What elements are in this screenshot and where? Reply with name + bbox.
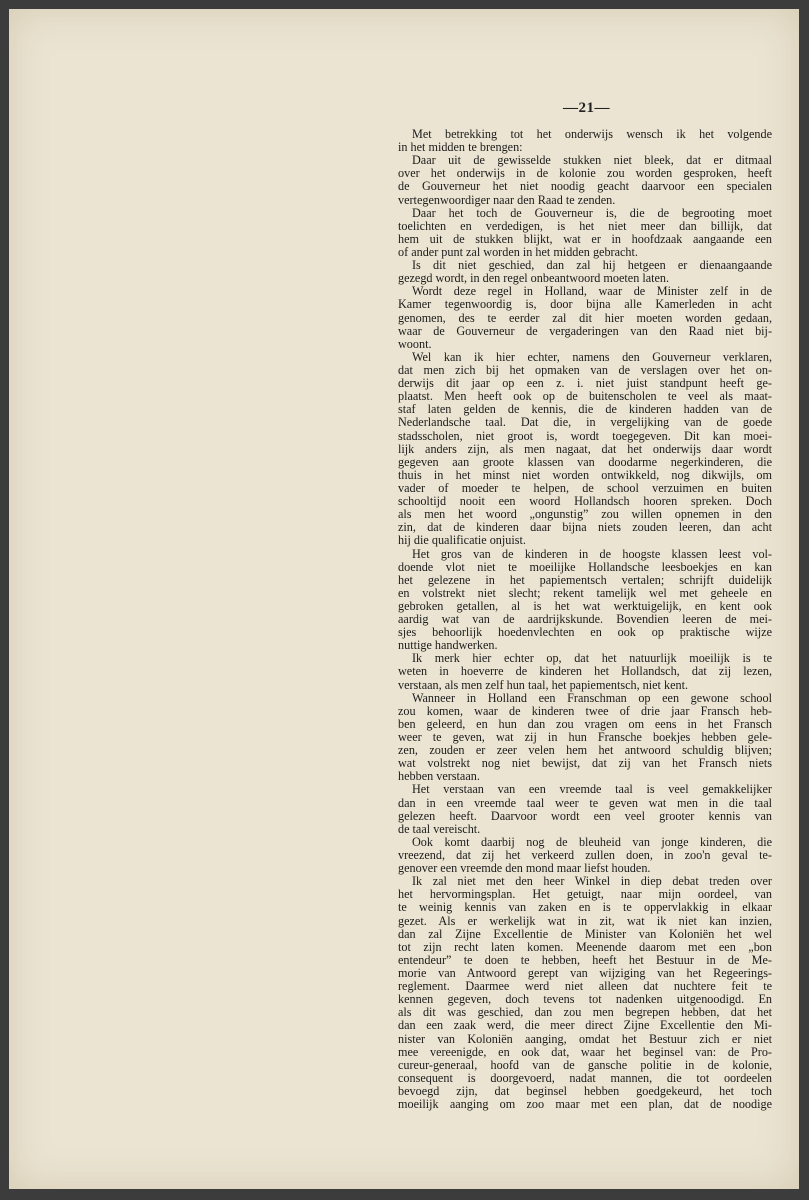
text-line: Wel kan ik hier echter, namens den Gouverneur verklaren, <box>412 349 772 364</box>
text-line: toelichten en verdedigen, is het niet meer dan billijk, dat <box>398 218 772 233</box>
text-line: nuttige handwerken. <box>398 638 498 653</box>
text-line: als men het woord „ongunstig” zou willen opnemen in den <box>398 507 772 522</box>
text-line: weten in hoeverre de kinderen het Hollandsch, dat zij lezen, <box>398 664 772 679</box>
text-line: stadsscholen, niet groot is, wordt toegegeven. Dit kan moei- <box>398 428 772 443</box>
text-line: consequent is doorgevoerd, nadat mannen, die tot oordeelen <box>398 1070 772 1085</box>
text-line: Is dit niet geschied, dan zal hij hetgeen er dienaangaande <box>412 258 772 273</box>
page-number: —21— <box>563 100 610 116</box>
text-line: Ik merk hier echter op, dat het natuurlijk moeilijk is te <box>412 651 772 666</box>
text-line: gebroken getallen, al is het wat werktuigelijk, en kent ook <box>398 598 772 613</box>
text-line: weer te geven, wat zij in hun Fransche boekjes hebben gele- <box>398 730 772 745</box>
text-line: kennen gegeven, doch tevens tot nadenken uitgenoodigd. En <box>398 992 772 1007</box>
text-line: Nederlandsche taal. Dat die, in vergelijking van de goede <box>398 415 772 430</box>
text-line: entendeur” te doen te hebben, heeft het Bestuur in de Me- <box>398 952 772 967</box>
text-line: hem uit de stukken blijkt, wat er in hoofdzaak aangaande een <box>398 231 772 246</box>
body-text <box>398 128 772 1111</box>
text-line: vader of moeder te helpen, de school verzuimen en buiten <box>398 480 772 495</box>
text-line: aardig wat van de aardrijkskunde. Bovendien leeren de mei- <box>398 612 772 627</box>
text-line: Daar het toch de Gouverneur is, die de begrooting moet <box>412 205 772 220</box>
text-line: over het onderwijs in de kolonie zou worden gesproken, heeft <box>398 166 772 181</box>
text-line: of ander punt zal worden in het midden gebracht. <box>398 244 638 259</box>
text-line: derwijs dit jaar op een z. i. niet juist standpunt heeft ge- <box>398 376 772 391</box>
text-line: gezet. Als er werkelijk wat in zit, wat ik niet kan inzien, <box>398 913 772 928</box>
text-line: thuis in het minst niet worden ontwikkeld, nog dikwijls, om <box>398 467 772 482</box>
text-line: de taal vereischt. <box>398 821 481 836</box>
text-line: staf laten gelden de kennis, die de kinderen hadden van de <box>398 402 772 417</box>
text-line: Wordt deze regel in Holland, waar de Minister zelf in de <box>412 284 772 299</box>
text-line: gelezen heeft. Daarvoor wordt een veel grooter kennis van <box>398 808 772 823</box>
text-line: Het gros van de kinderen in de hoogste klassen leest vol- <box>412 546 772 561</box>
text-line: gegeven aan groote klassen van doodarme negerkinderen, die <box>398 454 772 469</box>
text-line: nister van Koloniën aanging, omdat het Bestuur zich er niet <box>398 1031 772 1046</box>
text-line: Het verstaan van een vreemde taal is veel gemakkelijker <box>412 782 772 797</box>
text-line: de Gouverneur het niet noodig geacht daarvoor een specialen <box>398 179 772 194</box>
text-line: plaatst. Men heeft ook op de buitenscholen te veel als maat- <box>398 389 772 404</box>
text-line: wat volstrekt nog niet bewijst, dat zij van het Fransch niets <box>398 756 772 771</box>
text-line: zen, zouden er zeer velen hem het antwoord schuldig blijven; <box>398 743 772 758</box>
text-line: lijk anders zijn, als men nagaat, dat het onderwijs daar wordt <box>398 441 772 456</box>
text-line: verstaan, als men zelf hun taal, het papiementsch, niet kent. <box>398 677 689 692</box>
text-line: Kamer tegenwoordig is, door bijna alle Kamerleden in acht <box>398 297 772 312</box>
text-line: schooltijd nooit een woord Hollandsch hooren spreken. Doch <box>398 494 772 509</box>
text-line: hebben verstaan. <box>398 769 480 784</box>
text-line: in het midden te brengen: <box>398 140 523 155</box>
text-line: dan een zaak werd, die meer direct Zijne Excellentie den Mi- <box>398 1018 772 1033</box>
text-line: te weinig kennis van zaken en is te oppervlakkig in elkaar <box>398 900 772 915</box>
text-line: dan in een vreemde taal weer te geven wat men in die taal <box>398 795 772 810</box>
text-line: genover een vreemde den mond maar liefst houden. <box>398 861 651 876</box>
text-line: dat men zich bij het opmaken van de verslagen over het on- <box>398 362 772 377</box>
document-page <box>9 9 799 1189</box>
text-line: doende vlot niet te moeilijke Hollandsche leesboekjes en kan <box>398 559 772 574</box>
text-line: Daar uit de gewisselde stukken niet bleek, dat er ditmaal <box>412 153 772 168</box>
text-line: zou komen, waar de kinderen twee of drie jaar Fransch heb- <box>398 703 772 718</box>
text-line: gezegd wordt, in den regel onbeantwoord moeten laten. <box>398 271 670 286</box>
text-line: reglement. Daarmee werd niet alleen dat nuchtere feit te <box>398 979 772 994</box>
text-line: Wanneer in Holland een Franschman op een gewone school <box>412 690 772 705</box>
text-line: cureur-generaal, hoofd van de gansche politie in de kolonie, <box>398 1057 772 1072</box>
text-line: Ook komt daarbij nog de bleuheid van jonge kinderen, die <box>412 834 772 849</box>
text-line: Ik zal niet met den heer Winkel in diep debat treden over <box>412 874 772 889</box>
text-line: het gelezene in het papiementsch vertalen; schrijft duidelijk <box>398 572 772 587</box>
text-line: dan zal Zijne Excellentie de Minister van Koloniën het wel <box>398 926 772 941</box>
text-line: genomen, des te eerder zal dit hier moeten worden gedaan, <box>398 310 772 325</box>
text-line: en volstrekt niet slecht; rekent tamelijk wel met geheele en <box>398 585 772 600</box>
text-line: woont. <box>398 336 432 351</box>
text-line: hij die qualificatie onjuist. <box>398 533 526 548</box>
text-line: vreezend, dat zij het verkeerd zullen doen, in zoo'n geval te- <box>398 848 772 863</box>
text-line: zin, dat de kinderen daar bijna niets zouden leeren, dan acht <box>398 520 772 535</box>
text-line: het hervormingsplan. Het getuigt, naar mijn oordeel, van <box>398 887 772 902</box>
text-line: als dit was geschied, dan zou men begrepen hebben, dat het <box>398 1005 772 1020</box>
text-line: mee vereenigde, en ook dat, waar het beginsel van: de Pro- <box>398 1044 772 1059</box>
text-line: bevoegd zijn, dat beginsel hebben goedgekeurd, het toch <box>398 1083 772 1098</box>
text-line: waar de Gouverneur de vergaderingen van den Raad niet bij- <box>398 323 772 338</box>
text-line: ben geleerd, en hun dan zou vragen om eens in het Fransch <box>398 716 772 731</box>
text-line: tot zijn recht laten komen. Meenende daarom met een „bon <box>398 939 772 954</box>
text-line: sjes behoorlijk hoedenvlechten en ook op praktische wijze <box>398 625 772 640</box>
text-line: morie van Antwoord gerept van wijziging van het Regeerings- <box>398 966 772 980</box>
text-line: vertegenwoordiger naar den Raad te zenden. <box>398 192 616 207</box>
text-line: Met betrekking tot het onderwijs wensch ik het volgende <box>412 127 772 141</box>
text-line: moeilijk aanging om zoo maar met een plan, dat de noodige <box>398 1097 772 1112</box>
